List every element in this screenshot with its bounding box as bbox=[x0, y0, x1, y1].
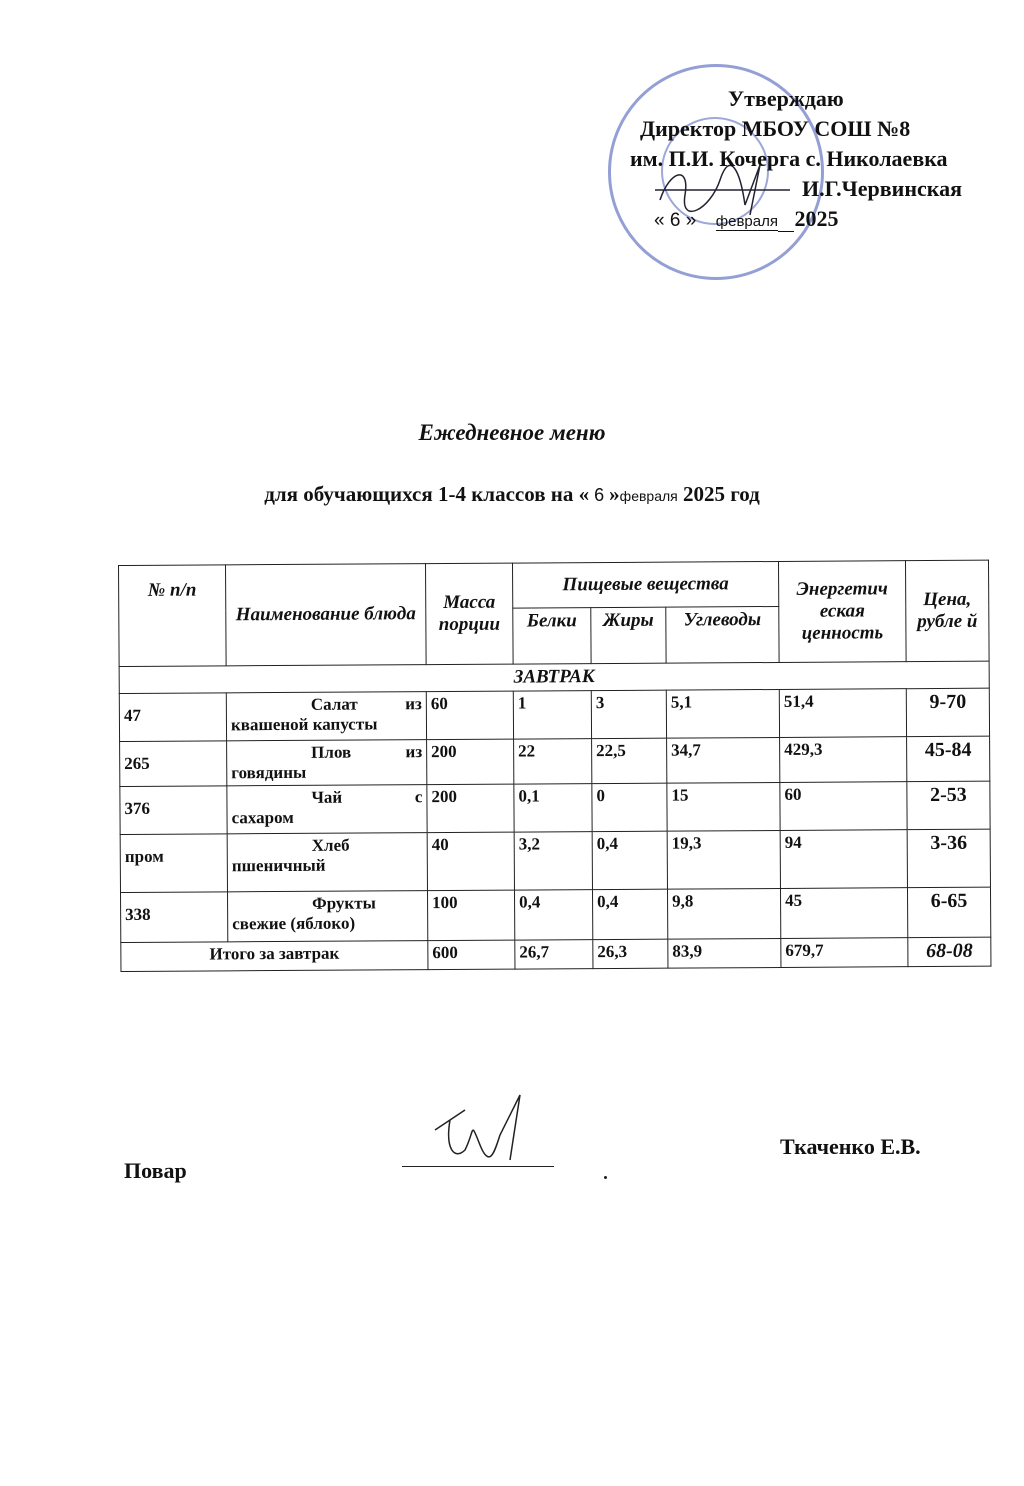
table-row bbox=[121, 887, 991, 942]
row-name bbox=[227, 785, 427, 834]
row-mass: 200 bbox=[427, 739, 514, 785]
approval-year: 2025 bbox=[794, 206, 839, 231]
menu-table bbox=[118, 560, 991, 972]
subtitle-close: » bbox=[609, 482, 620, 506]
row-name-line2: свежие (яблоко) bbox=[232, 913, 356, 934]
row-carbs: 5,1 bbox=[666, 689, 779, 738]
approval-school: им. П.И. Кочерга с. Николаевка bbox=[630, 146, 948, 171]
header-protein: Белки bbox=[513, 608, 591, 664]
header-name: Наименование блюда bbox=[226, 564, 427, 666]
row-mass: 100 bbox=[427, 890, 514, 941]
row-protein: 22 bbox=[514, 739, 592, 784]
header-carbs: Углеводы bbox=[666, 606, 779, 663]
section-breakfast: ЗАВТРАК bbox=[119, 661, 989, 693]
table-row bbox=[120, 781, 990, 834]
row-name bbox=[227, 740, 427, 786]
approval-position: Директор МБОУ СОШ №8 bbox=[640, 116, 911, 141]
row-protein: 0,1 bbox=[514, 784, 592, 832]
total-price: 68-08 bbox=[908, 937, 991, 967]
total-label: Итого за завтрак bbox=[121, 941, 428, 972]
row-carbs: 15 bbox=[667, 782, 780, 831]
total-fat: 26,3 bbox=[593, 939, 668, 968]
row-fat: 0 bbox=[592, 783, 667, 831]
row-carbs: 19,3 bbox=[667, 830, 780, 889]
approval-date bbox=[630, 204, 990, 237]
row-name-line2: пшеничный bbox=[231, 855, 326, 876]
row-protein: 0,4 bbox=[514, 890, 592, 940]
row-energy: 429,3 bbox=[780, 737, 907, 783]
table-row bbox=[120, 736, 990, 786]
row-fat: 0,4 bbox=[592, 889, 667, 939]
row-name-line1: Салат из bbox=[310, 694, 422, 714]
header-energy: Энергетич еская ценность bbox=[779, 561, 907, 663]
row-num: пром bbox=[120, 834, 227, 893]
row-price: 45-84 bbox=[907, 736, 990, 782]
row-num: 265 bbox=[120, 741, 227, 787]
row-fat: 3 bbox=[591, 690, 666, 738]
row-energy: 94 bbox=[780, 830, 907, 889]
row-carbs: 34,7 bbox=[667, 737, 780, 783]
approval-block bbox=[630, 84, 990, 237]
row-num: 47 bbox=[119, 693, 226, 742]
subtitle-prefix: для обучающихся 1-4 классов на « bbox=[264, 482, 590, 506]
row-name-line1: Плов из bbox=[311, 742, 423, 762]
total-protein: 26,7 bbox=[515, 940, 593, 969]
row-price: 2-53 bbox=[907, 781, 990, 830]
table-row bbox=[119, 688, 989, 741]
cook-label: Повар bbox=[124, 1158, 187, 1183]
row-name bbox=[227, 833, 427, 892]
subtitle-year: 2025 год bbox=[677, 482, 760, 506]
row-energy: 60 bbox=[780, 782, 907, 831]
row-carbs: 9,8 bbox=[667, 888, 780, 939]
approval-month: февраля bbox=[715, 213, 778, 230]
row-price: 3-36 bbox=[907, 829, 990, 888]
row-name bbox=[227, 891, 427, 942]
signature-line bbox=[402, 1166, 554, 1167]
row-name-line2: квашеной капусты bbox=[230, 714, 378, 735]
cook-signature bbox=[425, 1090, 545, 1170]
row-name-line1: Хлеб bbox=[311, 835, 350, 855]
approval-day: « 6 » bbox=[654, 210, 697, 231]
header-fat: Жиры bbox=[591, 607, 666, 663]
dot bbox=[604, 1176, 607, 1179]
total-carbs: 83,9 bbox=[668, 938, 781, 968]
row-mass: 60 bbox=[426, 691, 513, 740]
row-num: 376 bbox=[120, 786, 227, 835]
row-name-line2: говядины bbox=[231, 762, 307, 783]
row-price: 6-65 bbox=[908, 887, 991, 938]
row-price: 9-70 bbox=[906, 688, 989, 737]
subtitle-day: 6 bbox=[589, 485, 610, 505]
row-name-line2: сахаром bbox=[231, 807, 294, 828]
cook-name: Ткаченко Е.В. bbox=[780, 1134, 921, 1159]
page-subtitle bbox=[0, 482, 1024, 507]
row-name-line1: Чай с bbox=[311, 787, 423, 807]
header-num: № п/п bbox=[119, 565, 227, 667]
table-row bbox=[120, 829, 990, 892]
row-mass: 200 bbox=[427, 784, 514, 833]
header-nutrients: Пищевые вещества bbox=[512, 561, 778, 608]
row-protein: 1 bbox=[513, 691, 591, 739]
approval-signer: И.Г.Червинская bbox=[802, 176, 963, 201]
subtitle-month: февраля bbox=[619, 488, 678, 504]
header-price: Цена, рубле й bbox=[906, 560, 990, 662]
row-mass: 40 bbox=[427, 832, 514, 891]
row-name-line1: Фрукты bbox=[312, 893, 376, 913]
row-name bbox=[226, 692, 426, 741]
row-fat: 0,4 bbox=[592, 831, 667, 889]
total-row bbox=[121, 937, 991, 971]
row-num: 338 bbox=[121, 892, 228, 943]
total-mass: 600 bbox=[428, 940, 515, 970]
row-energy: 51,4 bbox=[779, 689, 906, 738]
row-fat: 22,5 bbox=[592, 738, 667, 783]
header-mass: Масса порции bbox=[425, 563, 513, 665]
approval-heading: Утверждаю bbox=[728, 86, 844, 111]
page-title: Ежедневное меню bbox=[418, 420, 606, 445]
row-protein: 3,2 bbox=[514, 832, 592, 890]
row-energy: 45 bbox=[781, 888, 908, 939]
total-energy: 679,7 bbox=[781, 938, 908, 968]
